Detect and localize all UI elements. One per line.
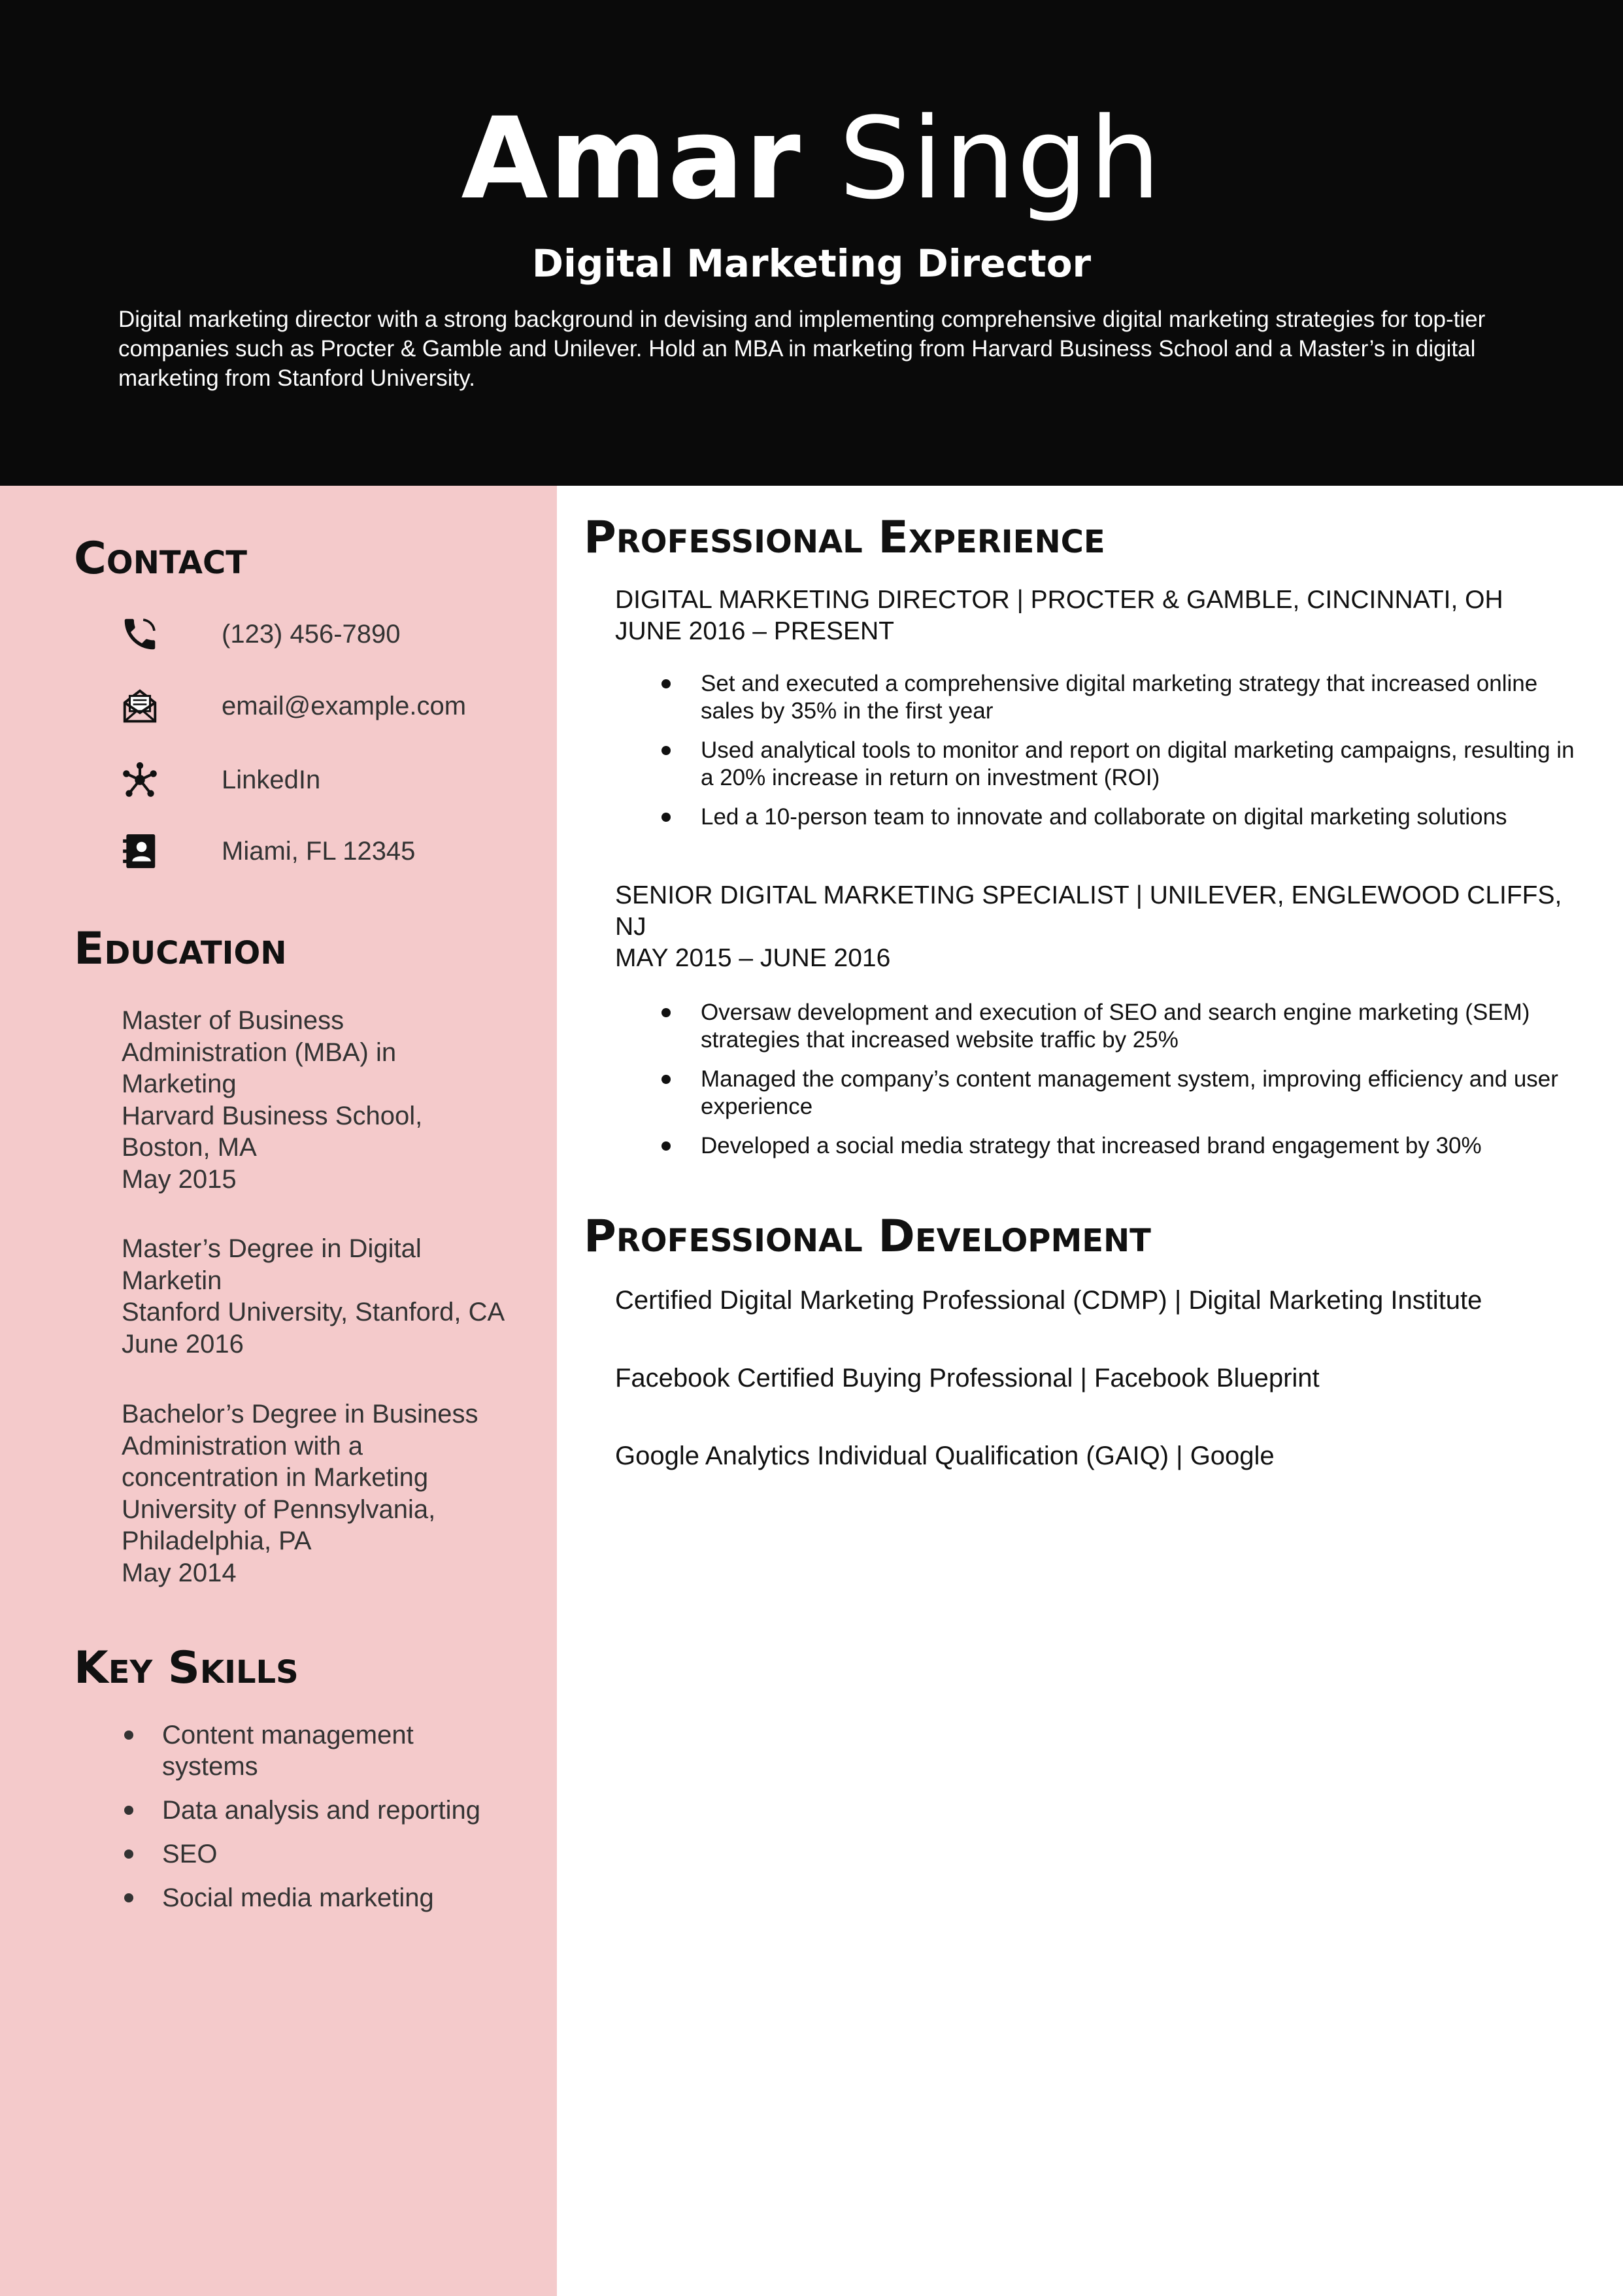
job-bullet: Used analytical tools to monitor and report on digital marketing campaigns, resulting in a 20% increase in return on investment (ROI) — [660, 737, 1575, 792]
skill-item: Social media marketing — [122, 1882, 540, 1914]
contact-email — [120, 685, 538, 727]
contact-location — [120, 830, 538, 872]
education-entry — [122, 1398, 540, 1589]
job-header — [615, 880, 1576, 974]
job-bullet: Oversaw development and execution of SEO and search engine marketing (SEM) strategies that increased website traffic by 25% — [660, 999, 1575, 1054]
skill-item: Data analysis and reporting — [122, 1795, 540, 1826]
email-link[interactable]: email@example.com — [222, 691, 467, 720]
development-heading: Professional Development — [584, 1211, 1151, 1262]
contact-heading: Contact — [74, 533, 248, 584]
resume-header — [0, 0, 1623, 486]
job-bullets — [660, 999, 1575, 1172]
education-line: Bachelor’s Degree in Business — [122, 1400, 478, 1428]
education-line: June 2016 — [122, 1329, 244, 1359]
location: Miami, FL 12345 — [222, 836, 416, 866]
professional-summary: Digital marketing director with a strong background in devising and implementing comprehensive digital marketing strategies for top-tier companies such as Procter & Gamble and Unilever. Hold an MBA in marketing from Harvard Business School and a Master’s in digital marketing from Stanford University. — [118, 307, 1486, 391]
education-line: Harvard Business School, — [122, 1101, 423, 1130]
education-line: Marketing — [122, 1070, 237, 1098]
job-dates: JUNE 2016 – PRESENT — [615, 617, 895, 645]
experience-heading: Professional Experience — [584, 512, 1105, 564]
education-line: May 2014 — [122, 1558, 237, 1587]
education-line: May 2015 — [122, 1164, 237, 1194]
education-line: Master’s Degree in Digital — [122, 1234, 422, 1263]
job-bullet: Led a 10-person team to innovate and collaborate on digital marketing solutions — [660, 803, 1575, 831]
contact-phone — [120, 613, 538, 655]
phone-icon — [120, 614, 160, 654]
job-role: DIGITAL MARKETING DIRECTOR | PROCTER & GAMBLE, CINCINNATI, OH — [615, 586, 1503, 614]
education-entry — [122, 1005, 540, 1195]
education-line: concentration in Marketing — [122, 1463, 429, 1492]
certification-item: Google Analytics Individual Qualification (GAIQ) | Google — [615, 1442, 1275, 1470]
education-line: University of Pennsylvania, — [122, 1494, 436, 1524]
education-line: Boston, MA — [122, 1133, 257, 1162]
education-heading: Education — [74, 923, 287, 975]
job-bullet: Developed a social media strategy that increased brand engagement by 30% — [660, 1132, 1575, 1160]
education-entry — [122, 1233, 540, 1360]
skill-item: SEO — [122, 1838, 540, 1870]
address-icon — [120, 831, 160, 871]
phone-number: (123) 456-7890 — [222, 619, 401, 649]
candidate-name — [0, 90, 1623, 228]
linkedin-link[interactable]: LinkedIn — [222, 765, 321, 794]
education-line: Philadelphia, PA — [122, 1527, 312, 1555]
job-bullet: Managed the company’s content management system, improving efficiency and user experience — [660, 1066, 1575, 1121]
skills-list — [122, 1719, 540, 1926]
education-line: Administration with a — [122, 1431, 363, 1460]
certification-item: Certified Digital Marketing Professional (CDMP) | Digital Marketing Institute — [615, 1286, 1482, 1315]
skill-item: Content management systems — [122, 1719, 489, 1782]
first-name: Amar — [461, 93, 802, 224]
email-icon — [120, 686, 160, 726]
linkedin-icon — [120, 760, 160, 800]
education-line: Administration (MBA) in — [122, 1038, 397, 1067]
job-role-continued: NJ — [615, 913, 646, 941]
job-title: Digital Marketing Director — [531, 241, 1092, 286]
education-line: Stanford University, Stanford, CA — [122, 1298, 505, 1326]
skills-heading: Key Skills — [74, 1642, 299, 1694]
sidebar — [0, 486, 557, 2296]
job-header — [615, 584, 1576, 647]
last-name: Singh — [839, 93, 1162, 224]
job-role: SENIOR DIGITAL MARKETING SPECIALIST | UNILEVER, ENGLEWOOD CLIFFS, — [615, 881, 1562, 909]
job-bullet: Set and executed a comprehensive digital marketing strategy that increased online sales by 35% in the first year — [660, 670, 1575, 725]
education-line: Marketin — [122, 1266, 222, 1295]
certification-item: Facebook Certified Buying Professional | Facebook Blueprint — [615, 1364, 1320, 1393]
contact-linkedin — [120, 759, 538, 801]
job-dates: MAY 2015 – JUNE 2016 — [615, 944, 891, 972]
job-bullets — [660, 670, 1575, 843]
education-line: Master of Business — [122, 1006, 344, 1035]
